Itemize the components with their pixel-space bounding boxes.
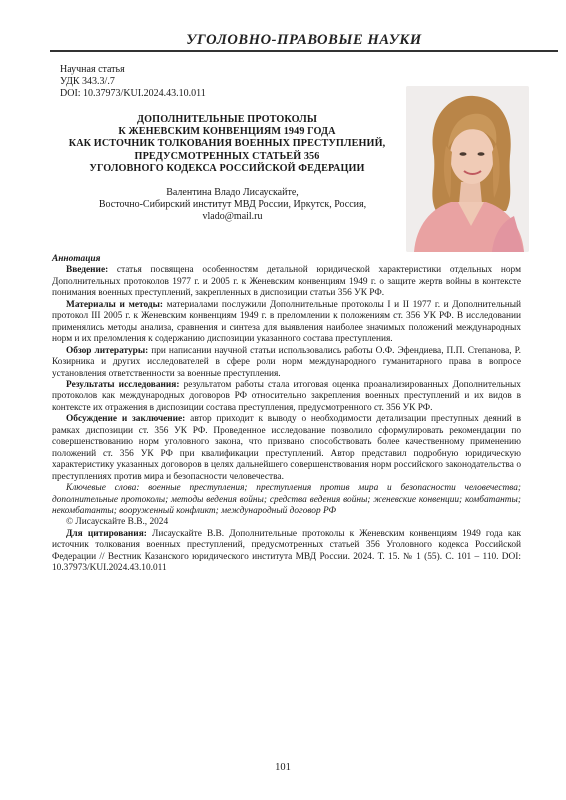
results-label: Результаты исследования: <box>66 379 180 390</box>
abstract-heading: Аннотация <box>52 254 101 264</box>
abstract-methods <box>52 300 521 346</box>
discussion-text: автор приходит к выводу о необходимости детализации преступных деяний в рамках диспозиции ст. 356 УК РФ. Проведенное исследование позволило сформулировать рекомендации по совершенствованию норм уголовного закона, что призвано способствовать более качественному применению положений ст. 356 УК РФ при квалификации преступлений. Автор представил подробную юридическую характеристику указанных договоров в целях дальнейшего совершенствования норм российского законодательства о преступлениях против мира и безопасности человечества. <box>52 414 521 482</box>
doi: DOI: 10.37973/KUI.2024.43.10.011 <box>60 88 206 99</box>
review-text: при написании научной статьи использовались работы О.Ф. Эфендиева, П.П. Степанова, Р. Козирника и других исследователей в сфере роли норм международного гуманитарного права в вопросе установления ответственности за военные преступления. <box>52 345 521 379</box>
header-rule <box>50 50 558 52</box>
title-line: К ЖЕНЕВСКИМ КОНВЕНЦИЯМ 1949 ГОДА <box>118 126 336 138</box>
title-line: УГОЛОВНОГО КОДЕКСА РОССИЙСКОЙ ФЕДЕРАЦИИ <box>89 162 365 174</box>
abstract-intro <box>52 265 521 299</box>
abstract-results <box>52 380 521 414</box>
author-portrait-image <box>406 86 529 252</box>
methods-text: материалами послужили Дополнительные протоколы I и II 1977 г. и Дополнительный протокол III 2005 г. к Женевским конвенциям 1949 г. в преломлении к положениям ст. 356 УК РФ. В исследовании применялись методы анализа, сравнения и синтеза для выявления наиболее значимых положений международных норм и их преломления к содержанию диспозиции указанного состава преступления. <box>52 299 521 345</box>
review-label: Обзор литературы: <box>66 345 149 356</box>
journal-section-title: УГОЛОВНО-ПРАВОВЫЕ НАУКИ <box>186 32 422 48</box>
page-number: 101 <box>275 762 291 773</box>
keywords: Ключевые слова: военные преступления; преступления против мира и безопасности человечества; дополнительные протоколы; методы ведения войны; средства ведения войны; женевские конвенции; комбатанты; некомбатанты; вооруженный конфликт; международный договор РФ <box>52 483 521 516</box>
abstract <box>52 254 521 575</box>
intro-text: статья посвящена особенностям детальной юридической характеристики отдельных норм Дополнительных протоколов 1977 г. и 2005 г. к Женевским конвенциям 1949 г. о защите жертв войны в контексте понимания военных преступлений, закрепленных в диспозиции статьи 356 УК РФ. <box>52 265 521 299</box>
methods-label: Материалы и методы: <box>66 299 164 310</box>
citation <box>52 529 521 575</box>
intro-label: Введение: <box>66 265 109 276</box>
udk: УДК 343.3/.7 <box>60 76 115 87</box>
author-name: Валентина Владо Лисаускайте, <box>166 187 299 198</box>
author-block <box>60 187 405 223</box>
title-line: КАК ИСТОЧНИК ТОЛКОВАНИЯ ВОЕННЫХ ПРЕСТУПЛЕНИЙ, <box>68 138 386 150</box>
author-email: vlado@mail.ru <box>202 211 263 222</box>
citation-text: Лисаускайте В.В. Дополнительные протоколы к Женевским конвенциям 1949 года как источник толкования военных преступлений, предусмотренных статьей 356 Уголовного кодекса Российской Федерации // Вестник Казанского юридического института МВД России. 2024. Т. 15. № 1 (55). С. 101 – 110. DOI: 10.37973/KUI.2024.43.10.011 <box>52 528 521 574</box>
citation-label: Для цитирования: <box>66 528 147 539</box>
article-title <box>52 114 402 175</box>
discussion-label: Обсуждение и заключение: <box>66 414 186 425</box>
author-photo <box>406 86 529 252</box>
journal-header <box>50 32 558 52</box>
title-line: ДОПОЛНИТЕЛЬНЫЕ ПРОТОКОЛЫ <box>137 114 317 125</box>
title-line: ПРЕДУСМОТРЕННЫХ СТАТЬЕЙ 356 <box>134 150 320 162</box>
article-meta <box>60 64 206 100</box>
copyright: © Лисаускайте В.В., 2024 <box>66 517 169 528</box>
abstract-review <box>52 346 521 380</box>
article-type: Научная статья <box>60 64 125 75</box>
author-affiliation: Восточно-Сибирский институт МВД России, Иркутск, Россия, <box>98 199 367 210</box>
results-text: результатом работы стала итоговая оценка проанализированных Дополнительных протоколов как международных договоров РФ относительно закрепления военных преступлений и их видов в контексте их отражения в диспозиции состава преступления, предусмотренного ст. 356 УК РФ. <box>52 379 521 413</box>
abstract-discussion <box>52 414 521 483</box>
